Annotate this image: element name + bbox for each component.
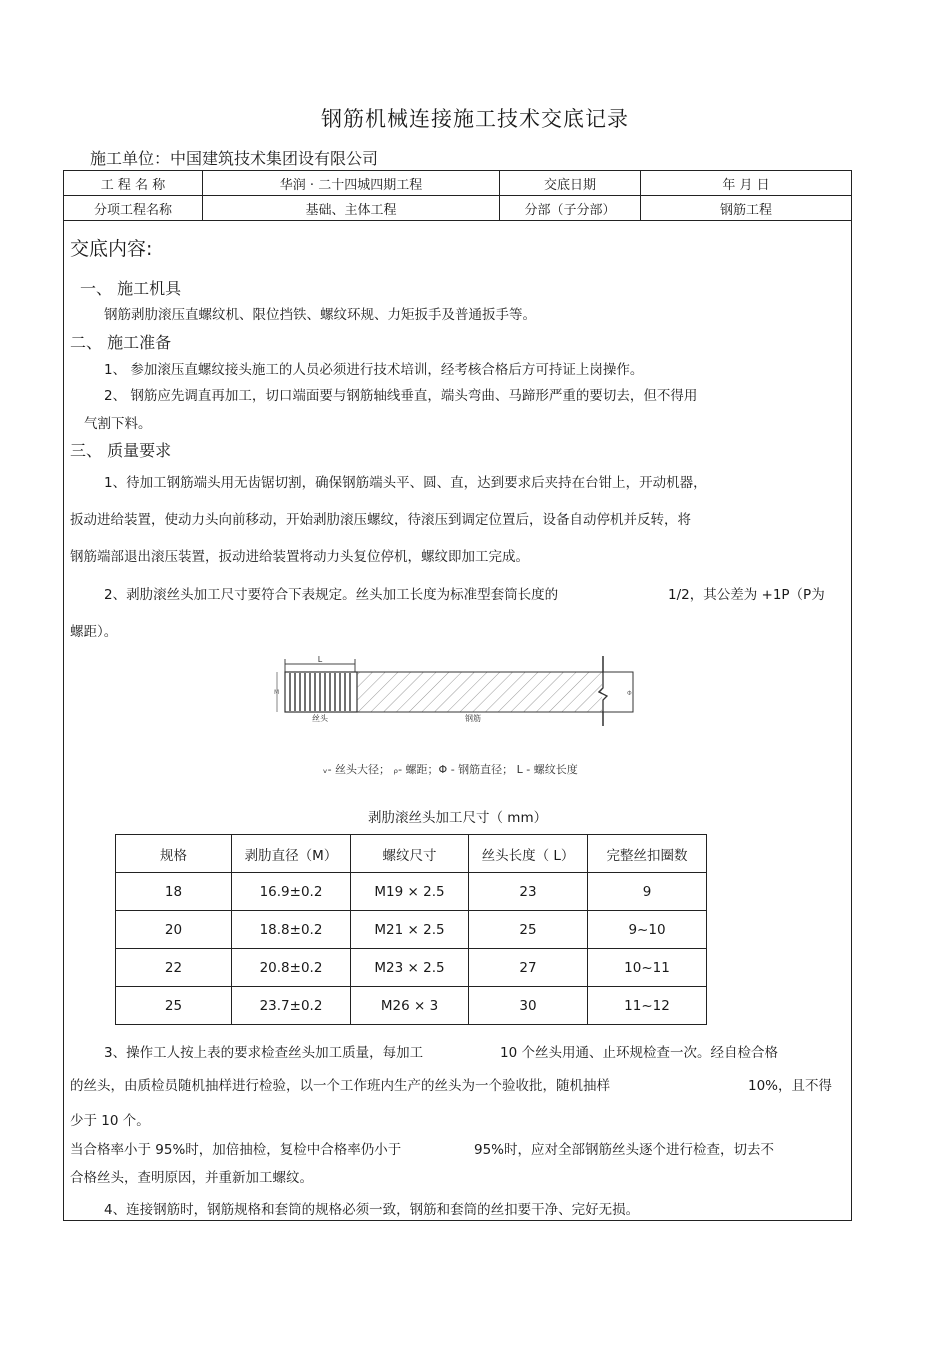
table-cell: 23	[469, 873, 588, 911]
table-header: 完整丝扣圈数	[588, 835, 707, 873]
table-cell: 23.7±0.2	[232, 987, 351, 1025]
table-row	[116, 987, 707, 1025]
section-3-p2-cont: 螺距）。	[70, 624, 118, 640]
table-row	[116, 911, 707, 949]
table-cell: 10~11	[588, 949, 707, 987]
table-cell: 18	[116, 873, 232, 911]
header-row	[64, 196, 852, 221]
section-3-p1-cont: 扳动进给装置，使动力头向前移动，开始剥肋滚压螺纹，待滚压到调定位置后，设备自动停机并反转，将	[70, 512, 691, 528]
header-table	[63, 170, 852, 221]
table-header: 丝头长度（ L）	[469, 835, 588, 873]
section-3-p1-cont: 钢筋端部退出滚压装置，扳动进给装置将动力头复位停机，螺纹即加工完成。	[70, 549, 529, 565]
section-3-p3-cont: 合格丝头，查明原因，并重新加工螺纹。	[70, 1170, 313, 1186]
table-header: 剥肋直径（M）	[232, 835, 351, 873]
section-3-title: 三、 质量要求	[70, 441, 172, 460]
table-cell: M23 × 2.5	[351, 949, 469, 987]
section-3-p2-right: 1/2，其公差为 +1P（P为	[668, 587, 825, 603]
table-cell: 9~10	[588, 911, 707, 949]
table-cell: 18.8±0.2	[232, 911, 351, 949]
section-3-p1: 1、待加工钢筋端头用无齿锯切割，确保钢筋端头平、圆、直，达到要求后夹持在台钳上，开动机器，	[104, 475, 707, 491]
date-value: 年 月 日	[641, 171, 852, 196]
page-title: 钢筋机械连接施工技术交底记录	[321, 107, 629, 131]
section-3-p3-cont-right: 10%，且不得	[748, 1078, 833, 1094]
section-3-p3-cont: 当合格率小于 95%时，加倍抽检，复检中合格率仍小于	[70, 1142, 402, 1158]
table-caption: 剥肋滚丝头加工尺寸（ mm）	[368, 810, 548, 826]
table-cell: 20	[116, 911, 232, 949]
table-row	[116, 949, 707, 987]
figure-legend: ᵥ- 丝头大径； ᵨ- 螺距；Φ - 钢筋直径； L - 螺纹长度	[323, 763, 578, 776]
table-cell: 20.8±0.2	[232, 949, 351, 987]
division-value: 钢筋工程	[641, 196, 852, 221]
section-3-p3-right: 10 个丝头用通、止环规检查一次。经自检合格	[500, 1045, 778, 1061]
rebar-thread-diagram	[265, 652, 645, 730]
date-label: 交底日期	[500, 171, 641, 196]
table-header-row	[116, 835, 707, 873]
table-cell: M26 × 3	[351, 987, 469, 1025]
subproject-label: 分项工程名称	[64, 196, 203, 221]
table-cell: M21 × 2.5	[351, 911, 469, 949]
section-3-p3: 3、操作工人按上表的要求检查丝头加工质量，每加工	[104, 1045, 424, 1061]
section-2-item-2-cont: 气割下料。	[84, 416, 152, 432]
table-row	[116, 873, 707, 911]
svg-text:M: M	[274, 689, 280, 696]
rebar-label: 钢筋	[465, 714, 481, 723]
table-cell: 9	[588, 873, 707, 911]
thread-label: 丝头	[312, 714, 328, 723]
section-1-title: 一、 施工机具	[80, 279, 182, 298]
table-cell: 22	[116, 949, 232, 987]
svg-text:Φ: Φ	[627, 690, 632, 697]
project-name-label: 工 程 名 称	[64, 171, 203, 196]
table-header: 规格	[116, 835, 232, 873]
section-2-item-2: 2、 钢筋应先调直再加工，切口端面要与钢筋轴线垂直，端头弯曲、马蹄形严重的要切去，但不得用	[104, 388, 698, 404]
table-header: 螺纹尺寸	[351, 835, 469, 873]
content-heading: 交底内容:	[70, 238, 153, 260]
table-cell: 16.9±0.2	[232, 873, 351, 911]
dim-L-label: L	[317, 655, 323, 664]
table-cell: 27	[469, 949, 588, 987]
section-3-p3-cont: 少于 10 个。	[70, 1113, 150, 1129]
section-3-p3-cont: 的丝头，由质检员随机抽样进行检验，以一个工作班内生产的丝头为一个验收批，随机抽样	[70, 1078, 610, 1094]
table-cell: 25	[469, 911, 588, 949]
project-name-value: 华润 · 二十四城四期工程	[203, 171, 500, 196]
table-cell: M19 × 2.5	[351, 873, 469, 911]
section-3-p2: 2、剥肋滚丝头加工尺寸要符合下表规定。丝头加工长度为标准型套筒长度的	[104, 587, 559, 603]
subproject-value: 基础、主体工程	[203, 196, 500, 221]
section-3-p4: 4、连接钢筋时，钢筋规格和套筒的规格必须一致，钢筋和套筒的丝扣要干净、完好无损。	[104, 1202, 640, 1218]
spec-table	[115, 834, 707, 1025]
division-label: 分部（子分部）	[500, 196, 641, 221]
section-3-p3-cont-right: 95%时，应对全部钢筋丝头逐个进行检查，切去不	[474, 1142, 775, 1158]
section-1-text: 钢筋剥肋滚压直螺纹机、限位挡铁、螺纹环规、力矩扳手及普通扳手等。	[104, 307, 536, 323]
section-2-item-1: 1、 参加滚压直螺纹接头施工的人员必须进行技术培训，经考核合格后方可持证上岗操作。	[104, 362, 644, 378]
table-cell: 30	[469, 987, 588, 1025]
header-row	[64, 171, 852, 196]
construction-unit: 施工单位：中国建筑技术集团设有限公司	[90, 149, 379, 168]
table-cell: 25	[116, 987, 232, 1025]
table-cell: 11~12	[588, 987, 707, 1025]
section-2-title: 二、 施工准备	[70, 333, 172, 352]
